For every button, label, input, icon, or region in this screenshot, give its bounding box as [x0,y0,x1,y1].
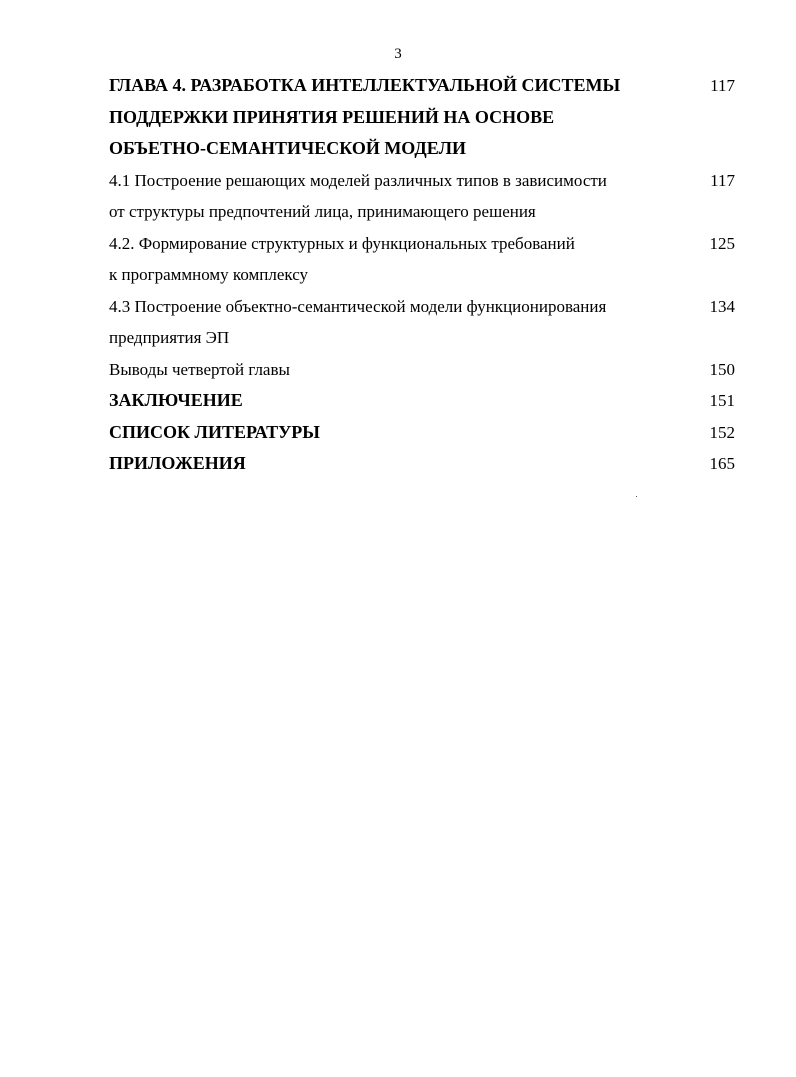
toc-entry-title-line: от структуры предпочтений лица, принимающего решения [109,202,536,221]
toc-entry-references [109,417,735,449]
toc-entry-conclusion [109,385,735,417]
toc-entry-title-line: ОБЪЕТНО-СЕМАНТИЧЕСКОЙ МОДЕЛИ [109,138,466,158]
toc-entry-title-line: предприятия ЭП [109,328,230,347]
toc-entry-title [109,385,669,417]
toc-entry-title-line: 4.3 Построение объектно-семантической модели функционирования [109,296,607,316]
toc-entry-page: 117 [710,170,735,190]
toc-entry-section-4-3 [109,291,735,354]
page-number: 3 [394,46,402,62]
toc-entry-page: 152 [709,422,735,442]
table-of-contents [109,70,735,480]
toc-entry-title [109,291,669,354]
toc-entry-title [109,165,669,228]
toc-entry-page: 165 [709,454,735,473]
toc-entry-title [109,448,669,480]
toc-entry-page: 151 [709,391,735,410]
toc-entry-title [109,354,669,386]
toc-entry-appendices [109,448,735,480]
toc-entry-conclusions [109,354,735,386]
toc-entry-title-line: 4.1 Построение решающих моделей различных типов в зависимости [109,170,607,190]
toc-entry-title [109,417,669,449]
scan-speck [636,496,637,497]
toc-entry-title [109,228,669,291]
toc-entry-page: 150 [709,359,735,379]
toc-entry-title-line: ЗАКЛЮЧЕНИЕ [109,390,243,410]
toc-entry-section-4-2 [109,228,735,291]
toc-entry-chapter-4 [109,70,735,165]
toc-entry-page: 125 [709,233,735,253]
toc-entry-title-line: к программному комплексу [109,265,309,284]
toc-entry-title-line: ГЛАВА 4. РАЗРАБОТКА ИНТЕЛЛЕКТУАЛЬНОЙ СИСТЕМЫ [109,75,621,95]
toc-entry-title-line: Выводы четвертой главы [109,359,290,379]
toc-entry-title-line: ПОДДЕРЖКИ ПРИНЯТИЯ РЕШЕНИЙ НА ОСНОВЕ [109,106,555,127]
toc-entry-title [109,70,669,165]
toc-entry-section-4-1 [109,165,735,228]
toc-entry-title-line: СПИСОК ЛИТЕРАТУРЫ [109,421,320,442]
toc-entry-page: 134 [709,296,735,316]
toc-entry-title-line: ПРИЛОЖЕНИЯ [109,453,246,473]
toc-entry-page: 117 [710,76,735,95]
toc-entry-title-line: 4.2. Формирование структурных и функциональных требований [109,233,575,253]
